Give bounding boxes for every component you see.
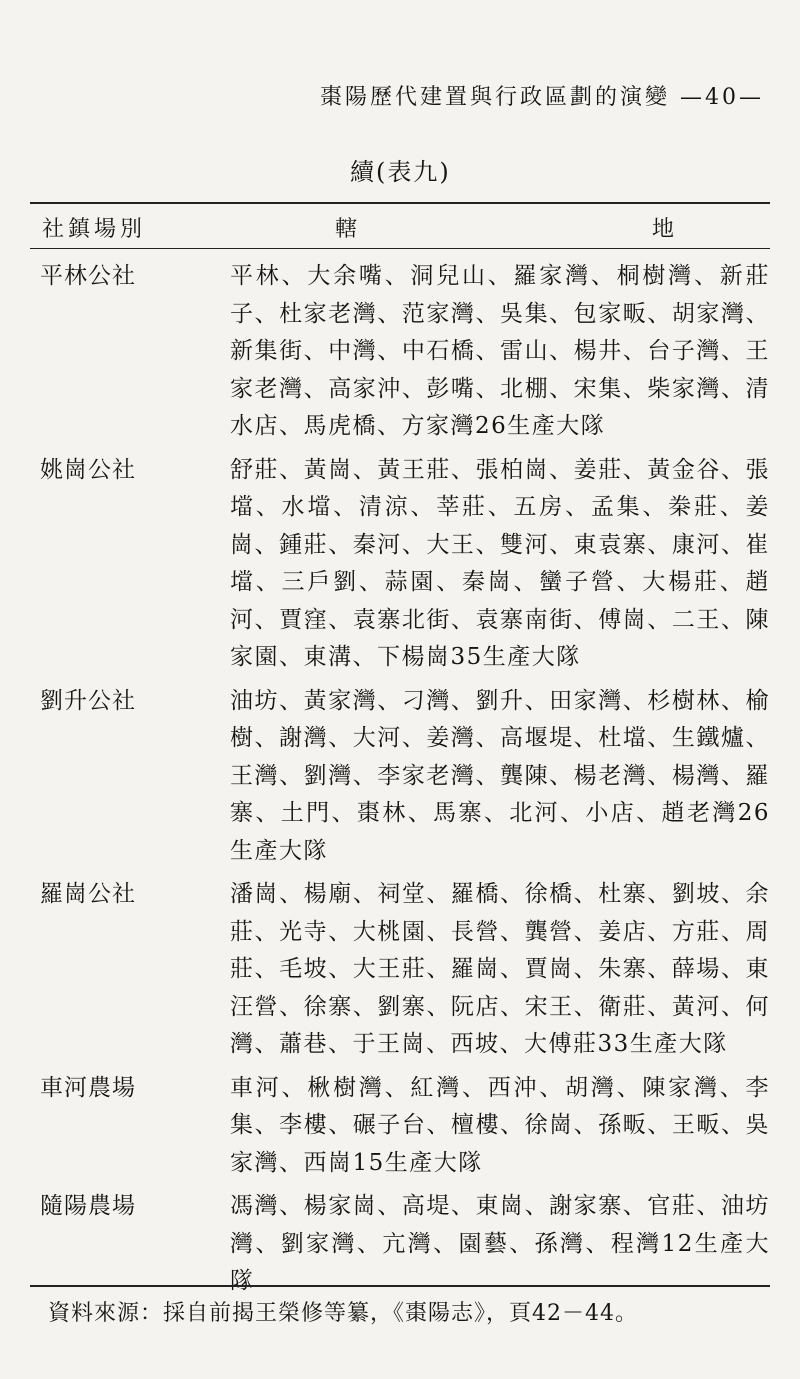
row-unit-name: 劉升公社	[40, 687, 136, 714]
column-header-area-2: 地	[652, 217, 675, 242]
table-row	[30, 452, 770, 677]
table-body	[30, 258, 770, 1307]
column-header-area-1: 轄	[335, 217, 358, 242]
table-header-rule	[30, 248, 770, 249]
column-header-unit: 社鎮場別	[42, 217, 147, 242]
row-villages: 馮灣、楊家崗、高堤、東崗、謝家寨、官莊、油坊灣、劉家灣、亢灣、園藝、孫灣、程灣12生產大隊	[230, 1193, 770, 1294]
source-note: 資料來源：採自前揭王榮修等纂，《棗陽志》，頁42－44。	[48, 1301, 638, 1326]
row-villages: 潘崗、楊廟、祠堂、羅橋、徐橋、杜寨、劉坡、余莊、光寺、大桃園、長營、龔營、姜店、方莊、周莊、毛坡、大王莊、羅崗、賈崗、朱寨、薛場、東汪營、徐寨、劉寨、阮店、宋王、衛莊、黃河、何灣、蕭巷、于王崗、西坡、大傅莊33生產大隊	[230, 881, 770, 1057]
table-row	[30, 258, 770, 446]
row-unit-name: 平林公社	[40, 263, 136, 289]
row-villages: 平林、大余嘴、洞兒山、羅家灣、桐樹灣、新莊子、杜家老灣、范家灣、吳集、包家畈、胡家灣、新集街、中灣、中石橋、雷山、楊井、台子灣、王家老灣、高家沖、彭嘴、北棚、宋集、柴家灣、清水店、馬虎橋、方家灣26生產大隊	[230, 263, 770, 439]
table-column-headers	[30, 212, 770, 244]
row-unit-name: 羅崗公社	[40, 881, 136, 907]
table-top-rule	[30, 202, 770, 204]
row-villages: 油坊、黃家灣、刁灣、劉升、田家灣、杉樹林、榆樹、謝灣、大河、姜灣、高堰堤、杜壋、生鐵爐、王灣、劉灣、李家老灣、龔陳、楊老灣、楊灣、羅寨、土門、棗林、馬寨、北河、小店、趙老灣26生產大隊	[230, 687, 770, 864]
row-unit-name: 姚崗公社	[40, 456, 136, 483]
table-row	[30, 876, 770, 1064]
table-row	[30, 1070, 770, 1183]
table-row	[30, 683, 770, 871]
row-villages: 車河、楸樹灣、紅灣、西沖、胡灣、陳家灣、李集、李樓、碾子台、檀樓、徐崗、孫畈、王畈、吳家灣、西崗15生產大隊	[230, 1074, 770, 1176]
table-title: 續(表九)	[350, 158, 451, 186]
row-unit-name: 隨陽農場	[40, 1193, 136, 1219]
row-villages: 舒莊、黃崗、黃王莊、張柏崗、姜莊、黃金谷、張壋、水壋、清涼、莘莊、五房、孟集、桊莊、姜崗、鍾莊、秦河、大王、雙河、東袁寨、康河、崔壋、三戶劉、蒜園、秦崗、蠻子營、大楊莊、趙河、賈窪、袁寨北街、袁寨南街、傅崗、二王、陳家園、東溝、下楊崗35生產大隊	[230, 456, 770, 670]
running-header: 棗陽歷代建置與行政區劃的演變 —40—	[320, 85, 764, 110]
table-row	[30, 1188, 770, 1301]
table-bottom-rule	[30, 1285, 770, 1287]
row-unit-name: 車河農場	[40, 1074, 136, 1101]
